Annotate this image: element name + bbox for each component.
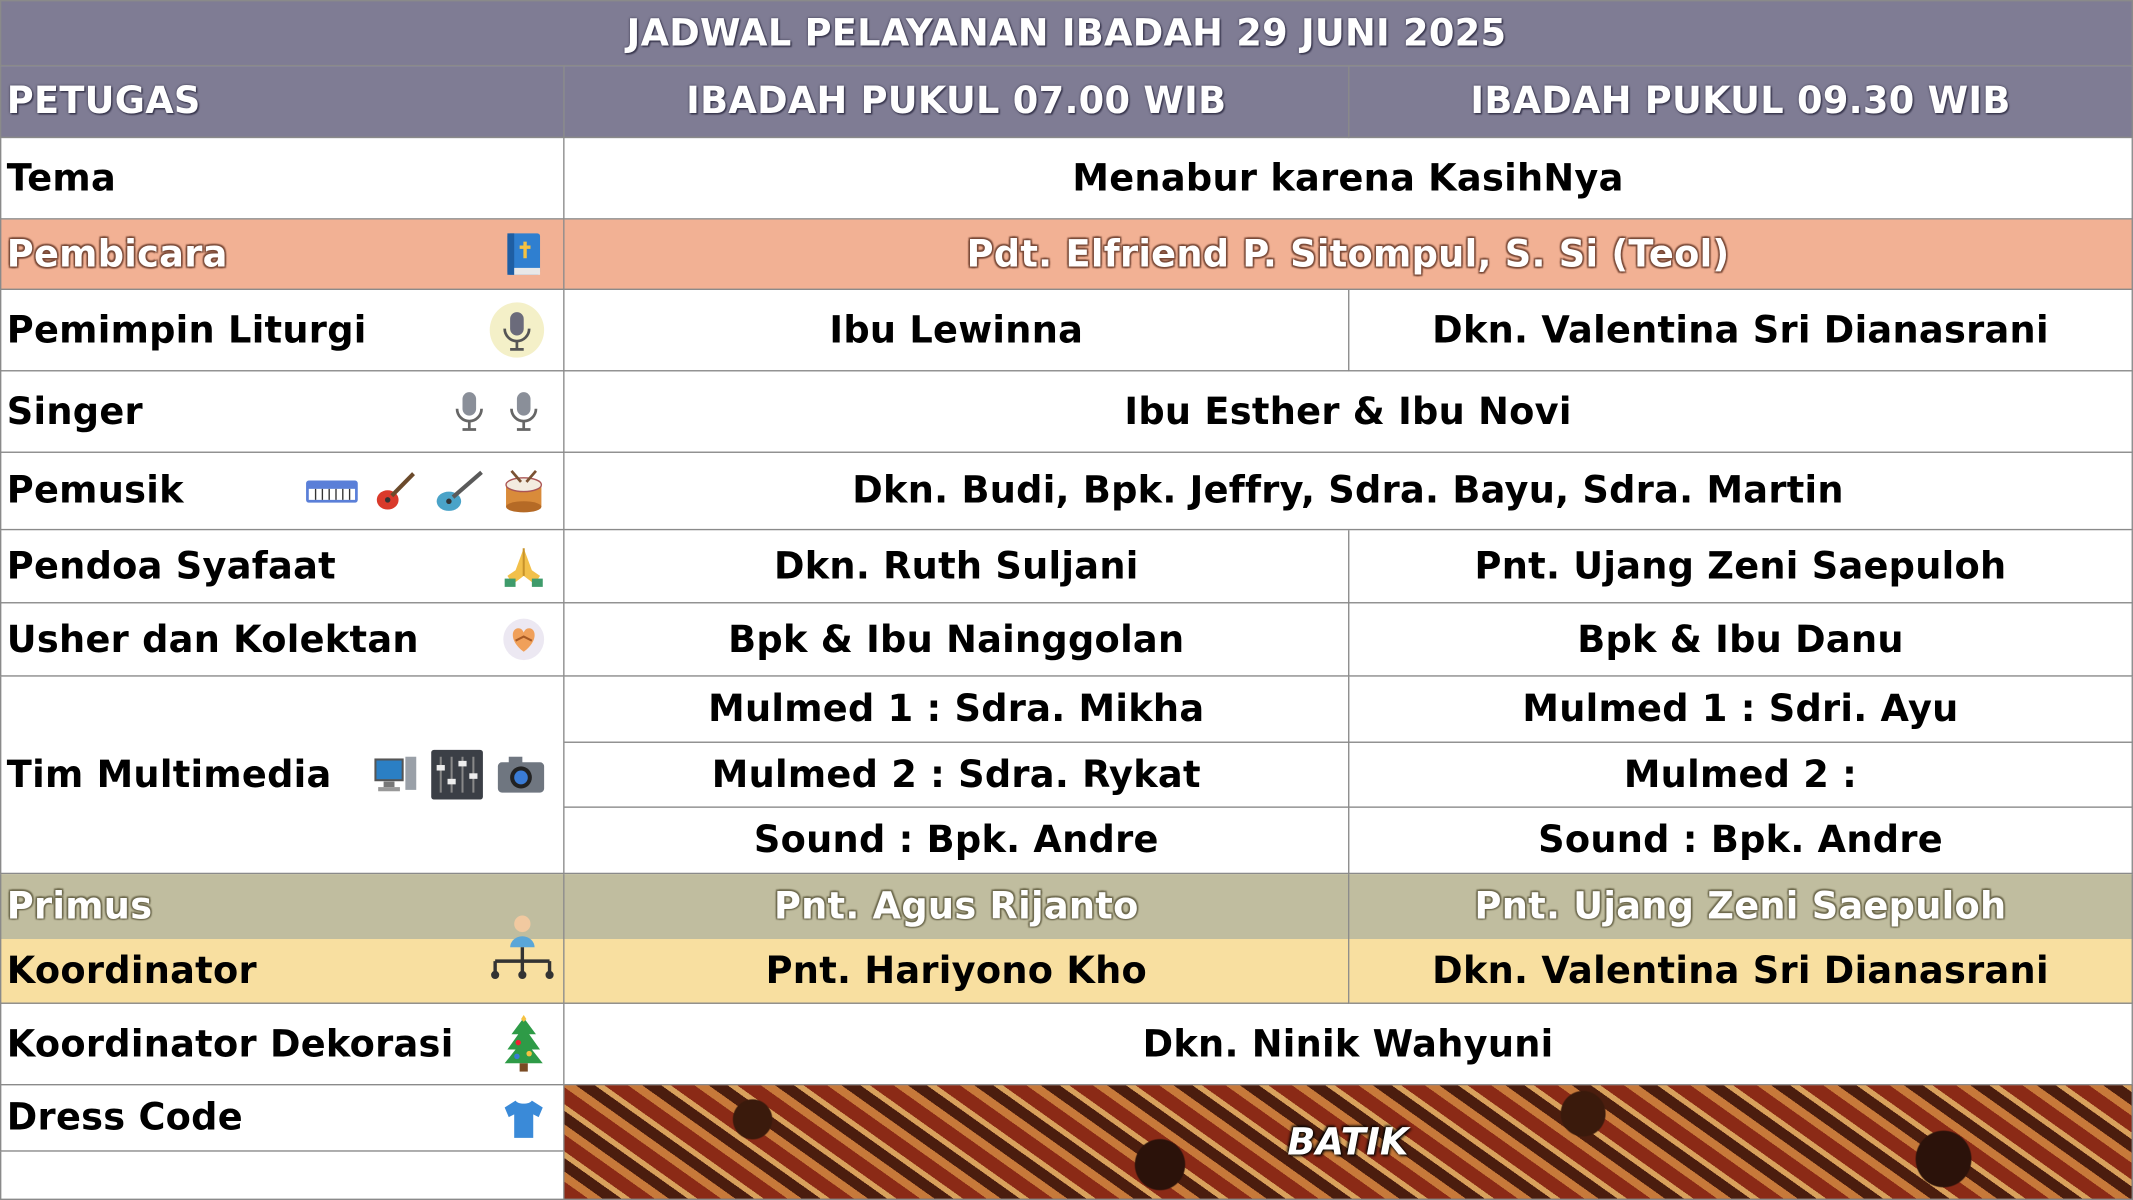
multimedia-line1-s2-cell [1349, 677, 2133, 743]
pendoa-s2: Pnt. Ujang Zeni Saepuloh [1474, 544, 2007, 588]
praying-hands-icon [501, 543, 547, 590]
keyboard-icon [305, 467, 359, 514]
liturgi-s2-cell [1349, 290, 2133, 371]
multimedia-line1-s2: Mulmed 1 : Sdri. Ayu [1522, 687, 1959, 731]
header-petugas [0, 66, 565, 138]
drum-icon [501, 467, 547, 514]
row-label-liturgi [0, 290, 565, 371]
primus-label: Primus [6, 885, 153, 928]
row-label-pemusik [0, 453, 565, 530]
bible-icon [501, 231, 547, 278]
liturgi-s1-cell [565, 290, 1350, 371]
koordinator-s2-cell [1349, 939, 2133, 1004]
multimedia-line2-s2-cell [1349, 743, 2133, 808]
usher-s2: Bpk & Ibu Danu [1577, 617, 1904, 661]
row-label-dress [0, 1085, 565, 1151]
koordinator-s2: Dkn. Valentina Sri Dianasrani [1432, 949, 2049, 993]
dress-value-cell [565, 1085, 2133, 1200]
multimedia-line2-s1-cell [565, 743, 1350, 808]
header-service-0930-label: IBADAH PUKUL 09.30 WIB [1470, 80, 2011, 123]
microphone-icon [487, 300, 547, 361]
dekorasi-value-cell [565, 1004, 2133, 1085]
liturgi-label: Pemimpin Liturgi [6, 308, 367, 352]
dekorasi-value: Dkn. Ninik Wahyuni [1142, 1022, 1554, 1066]
usher-label: Usher dan Kolektan [6, 617, 419, 661]
primus-s2: Pnt. Ujang Zeni Saepuloh [1474, 885, 2007, 928]
pemusik-label: Pemusik [6, 469, 184, 513]
page-title: JADWAL PELAYANAN IBADAH 29 JUNI 2025 [626, 11, 1507, 55]
multimedia-line3-s1: Sound : Bpk. Andre [753, 818, 1159, 862]
handshake-heart-icon [501, 616, 547, 663]
guitar-icon [373, 467, 419, 514]
microphone-icon [446, 388, 492, 435]
pembicara-value: Pdt. Elfriend P. Sitompul, S. Si (Teol) [966, 232, 1730, 276]
pembicara-label: Pembicara [6, 232, 228, 276]
empty-label-cell [0, 1152, 565, 1200]
primus-s1: Pnt. Agus Rijanto [773, 885, 1139, 928]
pembicara-value-cell [565, 220, 2133, 290]
pemusik-value: Dkn. Budi, Bpk. Jeffry, Sdra. Bayu, Sdra. Martin [852, 469, 1844, 513]
pendoa-label: Pendoa Syafaat [6, 544, 336, 588]
microphone-icon [501, 388, 547, 435]
primus-s2-cell [1349, 874, 2133, 939]
pendoa-s1-cell [565, 530, 1350, 603]
tema-label: Tema [6, 156, 117, 200]
usher-s1-cell [565, 603, 1350, 676]
multimedia-line3-s1-cell [565, 808, 1350, 874]
row-label-usher [0, 603, 565, 676]
tema-value: Menabur karena KasihNya [1072, 156, 1624, 200]
bass-guitar-icon [433, 467, 487, 514]
row-label-primus [0, 874, 565, 939]
multimedia-line2-s1: Mulmed 2 : Sdra. Rykat [711, 753, 1201, 797]
dekorasi-label: Koordinator Dekorasi [6, 1022, 454, 1066]
multimedia-label: Tim Multimedia [6, 753, 332, 797]
singer-value: Ibu Esther & Ibu Novi [1124, 390, 1572, 433]
row-label-dekorasi [0, 1004, 565, 1085]
primus-s1-cell [565, 874, 1350, 939]
christmas-tree-icon [501, 1015, 547, 1073]
pendoa-s2-cell [1349, 530, 2133, 603]
dress-value: BATIK [1287, 1120, 1409, 1164]
usher-s2-cell [1349, 603, 2133, 676]
multimedia-line3-s2: Sound : Bpk. Andre [1538, 818, 1943, 862]
tema-value-cell [565, 138, 2133, 219]
header-petugas-label: PETUGAS [6, 80, 201, 123]
mixer-icon [430, 748, 484, 800]
koordinator-s1-cell [565, 939, 1350, 1004]
multimedia-line3-s2-cell [1349, 808, 2133, 874]
row-label-singer [0, 371, 565, 452]
header-service-0930 [1349, 66, 2133, 138]
singer-value-cell [565, 371, 2133, 452]
multimedia-line1-s1-cell [565, 677, 1350, 743]
koordinator-label: Koordinator [6, 949, 257, 993]
title-cell [0, 0, 2133, 66]
row-label-koordinator [0, 939, 565, 1004]
org-chart-icon [487, 911, 558, 983]
singer-label: Singer [6, 390, 143, 433]
liturgi-s2: Dkn. Valentina Sri Dianasrani [1432, 308, 2049, 352]
pemusik-value-cell [565, 453, 2133, 530]
computer-icon [373, 751, 419, 798]
koordinator-s1: Pnt. Hariyono Kho [765, 949, 1147, 993]
multimedia-line2-s2: Mulmed 2 : [1623, 753, 1858, 797]
row-label-pendoa [0, 530, 565, 603]
row-label-pembicara [0, 220, 565, 290]
pendoa-s1: Dkn. Ruth Suljani [773, 544, 1139, 588]
row-label-multimedia [0, 677, 565, 874]
tshirt-icon [501, 1094, 547, 1141]
multimedia-line1-s1: Mulmed 1 : Sdra. Mikha [708, 687, 1205, 731]
liturgi-s1: Ibu Lewinna [829, 308, 1084, 352]
camera-icon [495, 751, 547, 798]
header-service-0700-label: IBADAH PUKUL 07.00 WIB [686, 80, 1227, 123]
usher-s1: Bpk & Ibu Nainggolan [728, 617, 1185, 661]
header-service-0700 [565, 66, 1350, 138]
row-label-tema [0, 138, 565, 219]
dress-label: Dress Code [6, 1096, 243, 1140]
